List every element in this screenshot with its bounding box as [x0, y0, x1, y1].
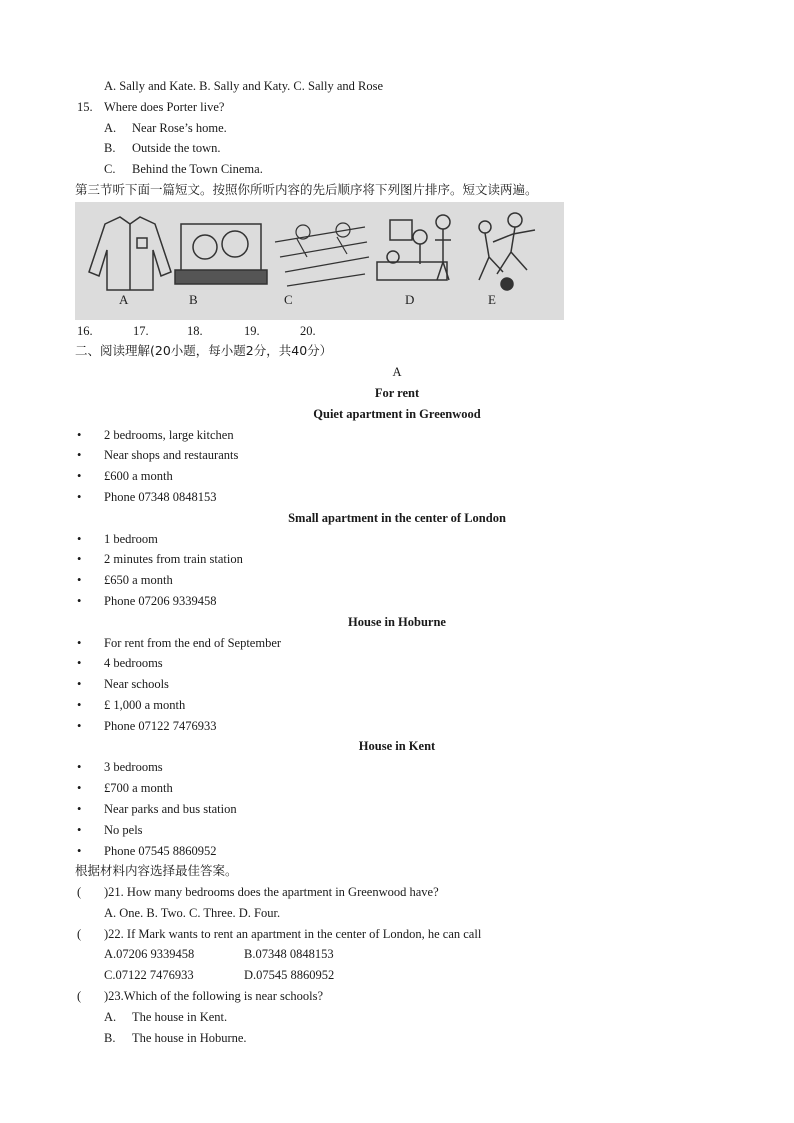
listing-item: Phone 07122 7476933	[104, 719, 217, 733]
q23-answer-blank[interactable]: (	[77, 989, 82, 1003]
listing-item: 1 bedroom	[104, 532, 158, 546]
listing-item: 2 minutes from train station	[104, 552, 243, 566]
bullet: •	[77, 823, 82, 837]
listing-item: 3 bedrooms	[104, 760, 163, 774]
passage-letter: A	[392, 365, 402, 379]
bullet: •	[77, 719, 82, 733]
part2-heading: 二、阅读理解(20小题，每小题2分，共40分）	[75, 343, 333, 358]
q21-answer-blank[interactable]: (	[77, 885, 82, 899]
listing-item: Phone 07348 0848153	[104, 490, 217, 504]
bullet: •	[77, 802, 82, 816]
bullet: •	[77, 656, 82, 670]
q15-option-b-letter: B.	[104, 141, 116, 155]
q15-option-b-text: Outside the town.	[132, 141, 221, 155]
picture-label-b: B	[189, 292, 198, 307]
picture-label-e: E	[488, 292, 496, 307]
listing-item: £600 a month	[104, 469, 173, 483]
bullet: •	[77, 781, 82, 795]
listing-item: Phone 07206 9339458	[104, 594, 217, 608]
bullet: •	[77, 594, 82, 608]
listing-item: Near parks and bus station	[104, 802, 237, 816]
passage-title: For rent	[374, 386, 420, 400]
listing-title-london: Small apartment in the center of London	[288, 511, 506, 525]
q23-option-a-text: The house in Kent.	[132, 1010, 228, 1024]
answer-number-16: 16.	[77, 324, 93, 338]
bullet: •	[77, 552, 82, 566]
listing-item: Near shops and restaurants	[104, 448, 239, 462]
q15-option-c-text: Behind the Town Cinema.	[132, 162, 263, 176]
listing-item: Phone 07545 8860952	[104, 844, 217, 858]
tv-faces-icon	[175, 224, 267, 284]
bedroom-sick-icon	[377, 215, 451, 280]
bullet: •	[77, 844, 82, 858]
listing-item: £650 a month	[104, 573, 173, 587]
bullet: •	[77, 698, 82, 712]
bullet: •	[77, 760, 82, 774]
q15-option-c-letter: C.	[104, 162, 116, 176]
q23-option-a-letter: A.	[104, 1010, 117, 1024]
q15-option-a-letter: A.	[104, 121, 117, 135]
football-icon	[479, 213, 535, 290]
answer-number-20: 20.	[300, 324, 316, 338]
listing-item: For rent from the end of September	[104, 636, 282, 650]
q23-option-b-text: The house in Hoburne.	[132, 1031, 247, 1045]
q15-stem: Where does Porter live?	[104, 100, 225, 114]
bullet: •	[77, 448, 82, 462]
q22-option-a: A.07206 9339458	[104, 947, 195, 961]
listing-title-greenwood: Quiet apartment in Greenwood	[313, 407, 481, 421]
answer-number-19: 19.	[244, 324, 260, 338]
q15-option-a-text: Near Rose’s home.	[132, 121, 227, 135]
listing-item: £700 a month	[104, 781, 173, 795]
q23-stem: )23.Which of the following is near schools?	[104, 989, 324, 1003]
q23-option-b-letter: B.	[104, 1031, 116, 1045]
bullet: •	[77, 532, 82, 546]
listing-item: £ 1,000 a month	[104, 698, 186, 712]
q22-option-d: D.07545 8860952	[244, 968, 335, 982]
answer-number-18: 18.	[187, 324, 203, 338]
picture-strip	[75, 202, 564, 320]
bullet: •	[77, 490, 82, 504]
picture-label-d: D	[405, 292, 415, 307]
bullet: •	[77, 469, 82, 483]
listing-item: Near schools	[104, 677, 169, 691]
bullet: •	[77, 573, 82, 587]
q22-stem: )22. If Mark wants to rent an apartment in the center of London, he can call	[104, 927, 482, 941]
answer-number-17: 17.	[133, 324, 149, 338]
choose-instruction: 根据材料内容选择最佳答案。	[75, 863, 238, 878]
section3-instruction: 第三节听下面一篇短文。按照你所听内容的先后顺序将下列图片排序。短文读两遍。	[75, 182, 538, 197]
shirt-icon	[89, 217, 171, 290]
listing-title-hoburne: House in Hoburne	[348, 615, 446, 629]
bullet: •	[77, 636, 82, 650]
listing-item: 2 bedrooms, large kitchen	[104, 428, 234, 442]
q15-number: 15.	[77, 100, 93, 114]
picture-label-a: A	[119, 292, 129, 307]
q22-answer-blank[interactable]: (	[77, 927, 82, 941]
q21-options: A. One. B. Two. C. Three. D. Four.	[104, 906, 281, 920]
q21-stem: )21. How many bedrooms does the apartment in Greenwood have?	[104, 885, 439, 899]
q22-option-b: B.07348 0848153	[244, 947, 334, 961]
q22-option-c: C.07122 7476933	[104, 968, 194, 982]
listing-item: No pels	[104, 823, 143, 837]
listing-item: 4 bedrooms	[104, 656, 163, 670]
bullet: •	[77, 677, 82, 691]
q14-options: A. Sally and Kate. B. Sally and Katy. C. Sally and Rose	[104, 79, 384, 93]
picture-label-c: C	[284, 292, 293, 307]
farmland-icon	[275, 223, 369, 286]
bullet: •	[77, 428, 82, 442]
listing-title-kent: House in Kent	[358, 739, 436, 753]
